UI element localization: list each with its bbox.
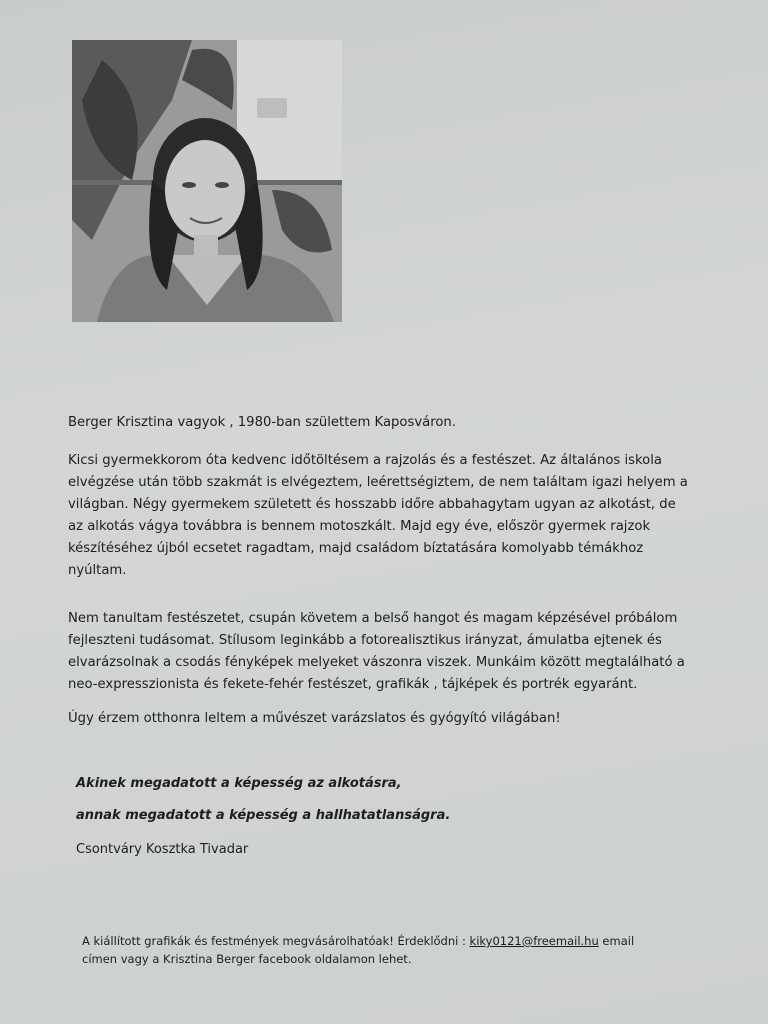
email-link[interactable]: kiky0121@freemail.hu [469, 934, 599, 948]
footer-note [82, 932, 634, 968]
paragraph-biography [68, 450, 708, 582]
paragraph-closing: Úgy érzem otthonra leltem a művészet varázslatos és gyógyító világában! [68, 711, 561, 726]
portrait-image [72, 40, 342, 322]
paragraph-line: készítéséhez újból ecsetet ragadtam, majd családom bíztatására komolyabb témákhoz [68, 541, 644, 556]
footer-line-2: címen vagy a Krisztina Berger facebook oldalamon lehet. [82, 952, 412, 966]
footer-prefix: A kiállított grafikák és festmények megvásárolhatóak! Érdeklődni : [82, 934, 466, 948]
quote-line-1: Akinek megadatott a képesség az alkotásra, [76, 776, 402, 791]
paragraph-line: az alkotás vágya továbbra is bennem motoszkált. Majd egy éve, először gyermek rajzok [68, 519, 651, 534]
paragraph-line: Nem tanultam festészetet, csupán követem a belső hangot és magam képzésével próbálom [68, 611, 678, 626]
portrait-photo [72, 40, 342, 322]
paragraph-line: világban. Négy gyermekem született és hosszabb időre abbahagytam ugyan az alkotást, de [68, 497, 676, 512]
footer-suffix: email [602, 934, 635, 948]
paragraph-line: elvarázsolnak a csodás fényképek melyeket vászonra viszek. Munkáim között megtalálható a [68, 655, 685, 670]
intro-sentence: Berger Krisztina vagyok , 1980-ban születtem Kaposváron. [68, 415, 456, 430]
paragraph-style [68, 608, 708, 696]
quote-line-2: annak megadatott a képesség a hallhatatlanságra. [76, 808, 451, 823]
footer-line-1 [82, 934, 634, 948]
paragraph-line: neo-expresszionista és fekete-fehér festészet, grafikák , tájképek és portrék egyaránt. [68, 677, 638, 692]
paragraph-line: Kicsi gyermekkorom óta kedvenc időtöltésem a rajzolás és a festészet. Az általános iskola [68, 453, 662, 468]
quote-author: Csontváry Kosztka Tivadar [76, 842, 249, 857]
paragraph-line: elvégzése után több szakmát is elvégeztem, leérettségiztem, de nem találtam igazi helyem a [68, 475, 688, 490]
paragraph-line: fejleszteni tudásomat. Stílusom leginkább a fotorealisztikus irányzat, ámulatba ejtenek és [68, 633, 662, 648]
paragraph-line: nyúltam. [68, 563, 127, 578]
